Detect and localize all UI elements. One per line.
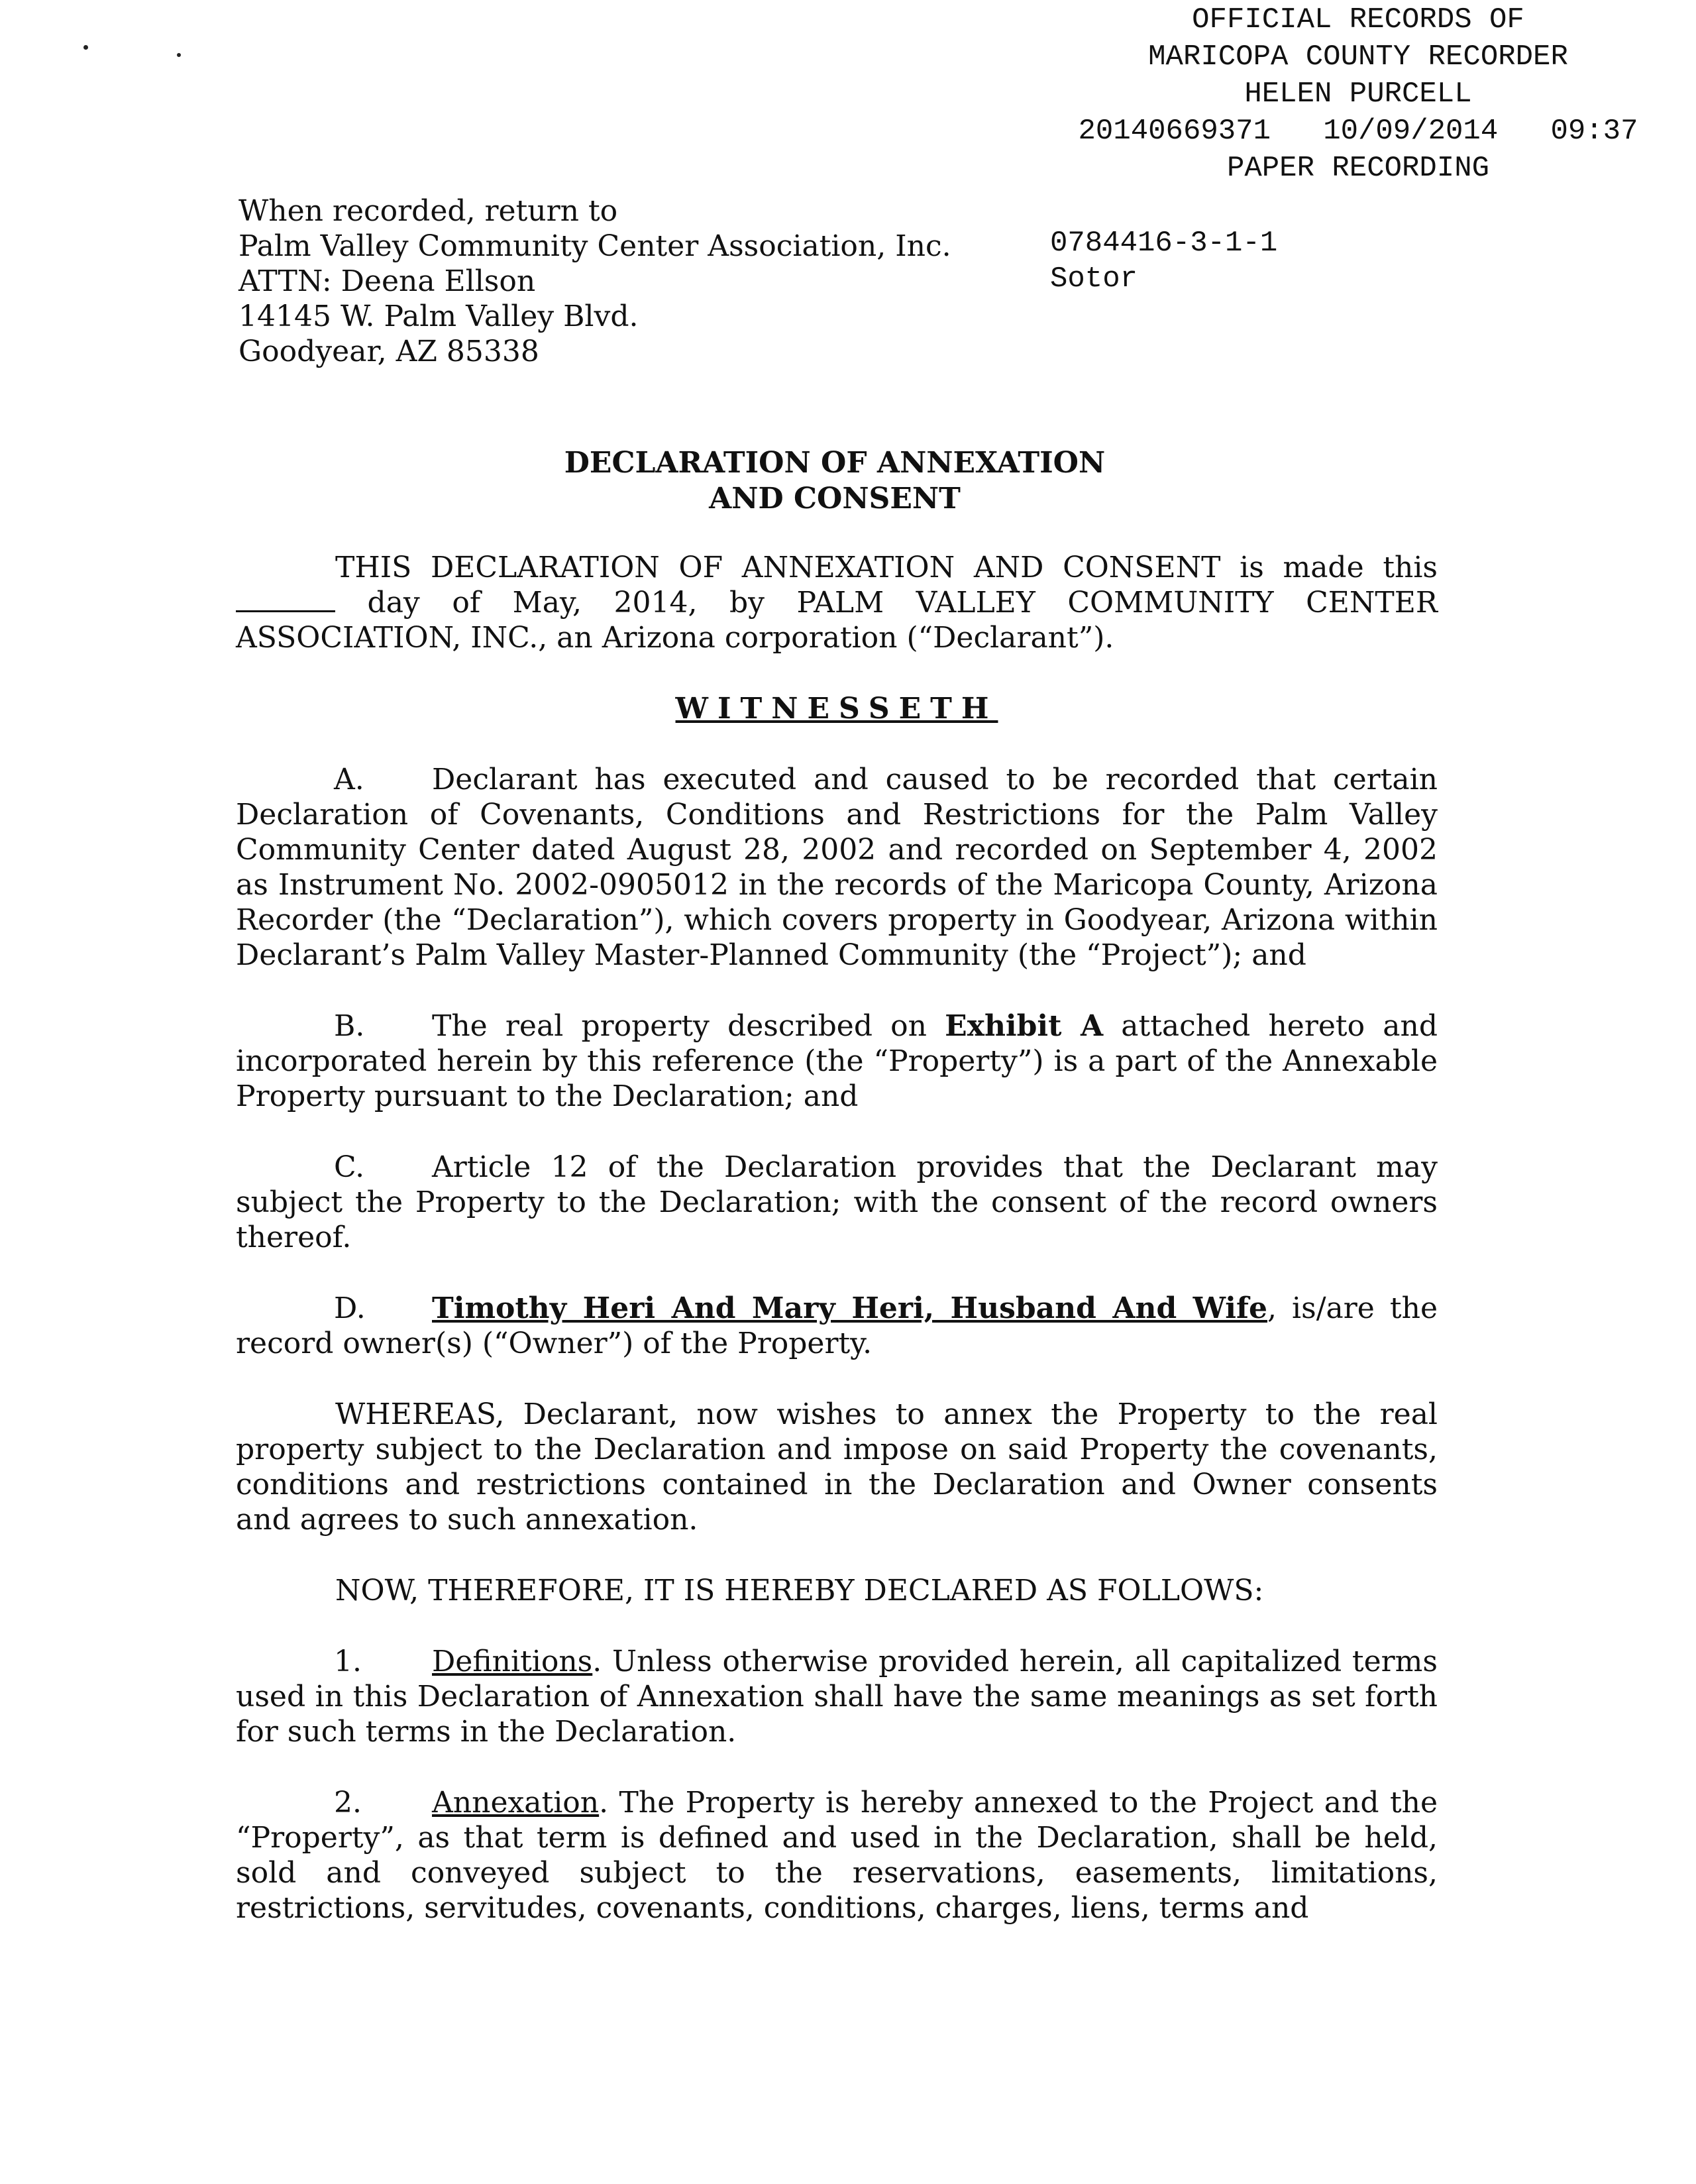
recital-text: attached hereto and incorporated herein by this reference (the “Property”) is a part of the Annexable Property pursuant to the Declaration; and: [236, 1009, 1438, 1113]
recital-letter: C.: [334, 1150, 365, 1184]
witnesseth-heading: WITNESSETH: [675, 692, 998, 726]
recorder-stamp-line: MARICOPA COUNTY RECORDER: [1148, 40, 1568, 74]
title-line: AND CONSENT: [709, 482, 961, 516]
section-text: . Unless otherwise provided herein, all capitalized terms used in this Declaration of Annexation shall have the same meanings as set forth for such terms in the Declaration.: [236, 1645, 1438, 1749]
return-to-line: 14145 W. Palm Valley Blvd.: [238, 300, 639, 333]
document-title: [504, 445, 1166, 517]
date-blank-line: [236, 588, 335, 612]
owner-names: Timothy Heri And Mary Heri, Husband And Wife: [432, 1291, 1267, 1325]
section-2: [236, 1785, 1438, 1926]
title-line: DECLARATION OF ANNEXATION: [564, 446, 1106, 480]
scan-speck: [83, 45, 88, 50]
recorder-stamp-line: PAPER RECORDING: [1226, 152, 1490, 185]
recorder-stamp-line: HELEN PURCELL: [1244, 78, 1472, 111]
now-therefore-line: NOW, THEREFORE, IT IS HEREBY DECLARED AS FOLLOWS:: [335, 1574, 1264, 1608]
scan-speck: [177, 53, 181, 57]
recorder-stamp-line: OFFICIAL RECORDS OF: [1192, 3, 1524, 36]
reference-block: [1050, 225, 1277, 297]
intro-text: day of May, 2014, by PALM VALLEY COMMUNITY CENTER ASSOCIATION, INC., an Arizona corporation (“Declarant”).: [236, 586, 1438, 655]
reference-code: 0784416-3-1-1: [1050, 227, 1278, 260]
recorder-stamp: [1040, 1, 1676, 187]
return-to-address: [238, 193, 1034, 369]
document-body: [236, 550, 1438, 1961]
whereas-paragraph: WHEREAS, Declarant, now wishes to annex the Property to the real property subject to the Declaration and impose on said Property the covenants, conditions and restrictions contained in the Declaration and Owner consents and agrees to such annexation.: [236, 1397, 1438, 1537]
section-text: . The Property is hereby annexed to the Project and the “Property”, as that term is defined and used in the Declaration, shall be held, sold and conveyed subject to the reservations, easements, limitations, restrictions, servitudes, covenants, conditions, charges, liens, terms and: [236, 1786, 1438, 1925]
section-heading: Annexation: [432, 1786, 600, 1820]
section-1: [236, 1644, 1438, 1749]
return-to-line: When recorded, return to: [238, 194, 618, 228]
section-heading: Definitions: [432, 1645, 593, 1678]
recital-a: [236, 762, 1438, 973]
intro-paragraph: [236, 550, 1438, 655]
recital-b: [236, 1009, 1438, 1114]
recital-d: [236, 1291, 1438, 1361]
reference-name: Sotor: [1050, 262, 1138, 296]
recital-text: Declarant has executed and caused to be recorded that certain Declaration of Covenants, Conditions and Restrictions for the Palm Valley Community Center dated August 28, 2002 and recorded on September 4, 2002 as Instrument No. 2002-0905012 in the records of the Maricopa County, Arizona Recorder (the “Declaration”), which covers property in Goodyear, Arizona within Declarant’s Palm Valley Master-Planned Community (the “Project”); and: [236, 763, 1438, 972]
recital-c: [236, 1150, 1438, 1255]
return-to-line: ATTN: Deena Ellson: [238, 264, 536, 298]
recital-letter: B.: [334, 1009, 365, 1043]
intro-text: THIS DECLARATION OF ANNEXATION AND CONSENT is made this: [335, 551, 1438, 584]
recording-number-date-time: 20140669371 10/09/2014 09:37: [1078, 115, 1638, 148]
recital-text: , is/are the record owner(s) (“Owner”) of the Property.: [236, 1291, 1438, 1360]
exhibit-reference: Exhibit A: [945, 1009, 1104, 1043]
recital-text: Article 12 of the Declaration provides that the Declarant may subject the Property to the Declaration; with the consent of the record owners thereof.: [236, 1150, 1438, 1254]
recital-letter: D.: [334, 1291, 366, 1325]
recital-text: The real property described on: [432, 1009, 945, 1043]
section-number: 1.: [334, 1645, 362, 1678]
return-to-line: Goodyear, AZ 85338: [238, 335, 539, 368]
section-number: 2.: [334, 1786, 362, 1820]
return-to-line: Palm Valley Community Center Association, Inc.: [238, 229, 951, 263]
recital-letter: A.: [334, 763, 364, 796]
